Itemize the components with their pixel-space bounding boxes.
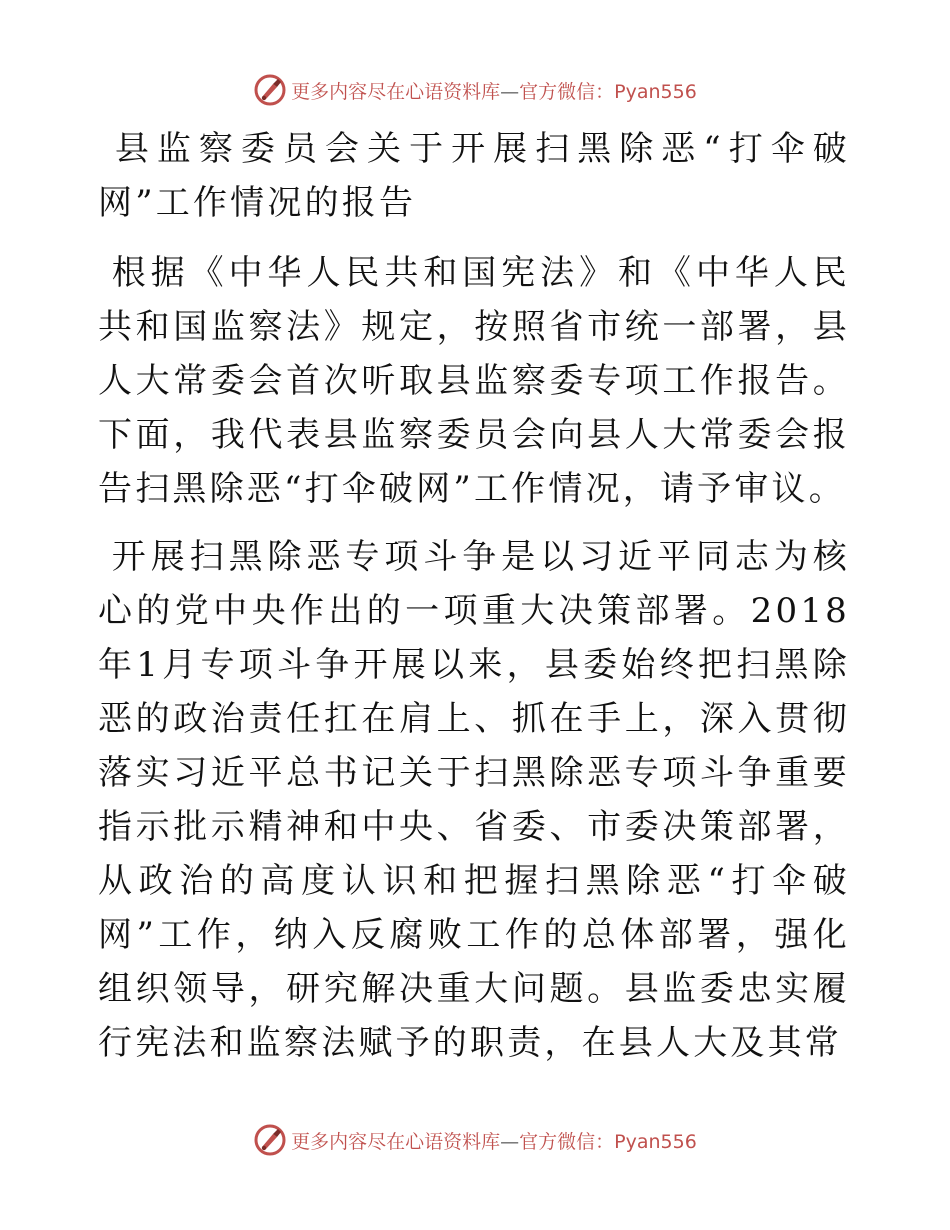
watermark-banner-top [0, 70, 950, 110]
brush-logo-icon [253, 1123, 287, 1157]
paragraph-2: 开展扫黑除恶专项斗争是以习近平同志为核心的党中央作出的一项重大决策部署。2018年1月专项斗争开展以来，县委始终把扫黑除恶的政治责任扛在肩上、抓在手上，深入贯彻落实习近平总书记关于扫黑除恶专项斗争重要指示批示精神和中央、省委、市委决策部署，从政治的高度认识和把握扫黑除恶“打伞破网”工作，纳入反腐败工作的总体部署，强化组织领导，研究解决重大问题。县监委忠实履行宪法和监察法赋予的职责，在县人大及其常 [98, 537, 850, 1063]
brush-logo-icon [253, 73, 287, 107]
document-title: 县监察委员会关于开展扫黑除恶“打伞破网”工作情况的报告 [98, 129, 850, 223]
paragraph-1: 根据《中华人民共和国宪法》和《中华人民共和国监察法》规定，按照省市统一部署，县人大常委会首次听取县监察委专项工作报告。下面，我代表县监察委员会向县人大常委会报告扫黑除恶“打伞破网”工作情况，请予审议。 [98, 253, 850, 509]
watermark-text: 更多内容尽在心语资料库—官方微信：Pyan556 [291, 1130, 697, 1153]
document-body [98, 122, 850, 1084]
watermark-banner-bottom [0, 1120, 950, 1160]
watermark-text: 更多内容尽在心语资料库—官方微信：Pyan556 [291, 80, 697, 103]
